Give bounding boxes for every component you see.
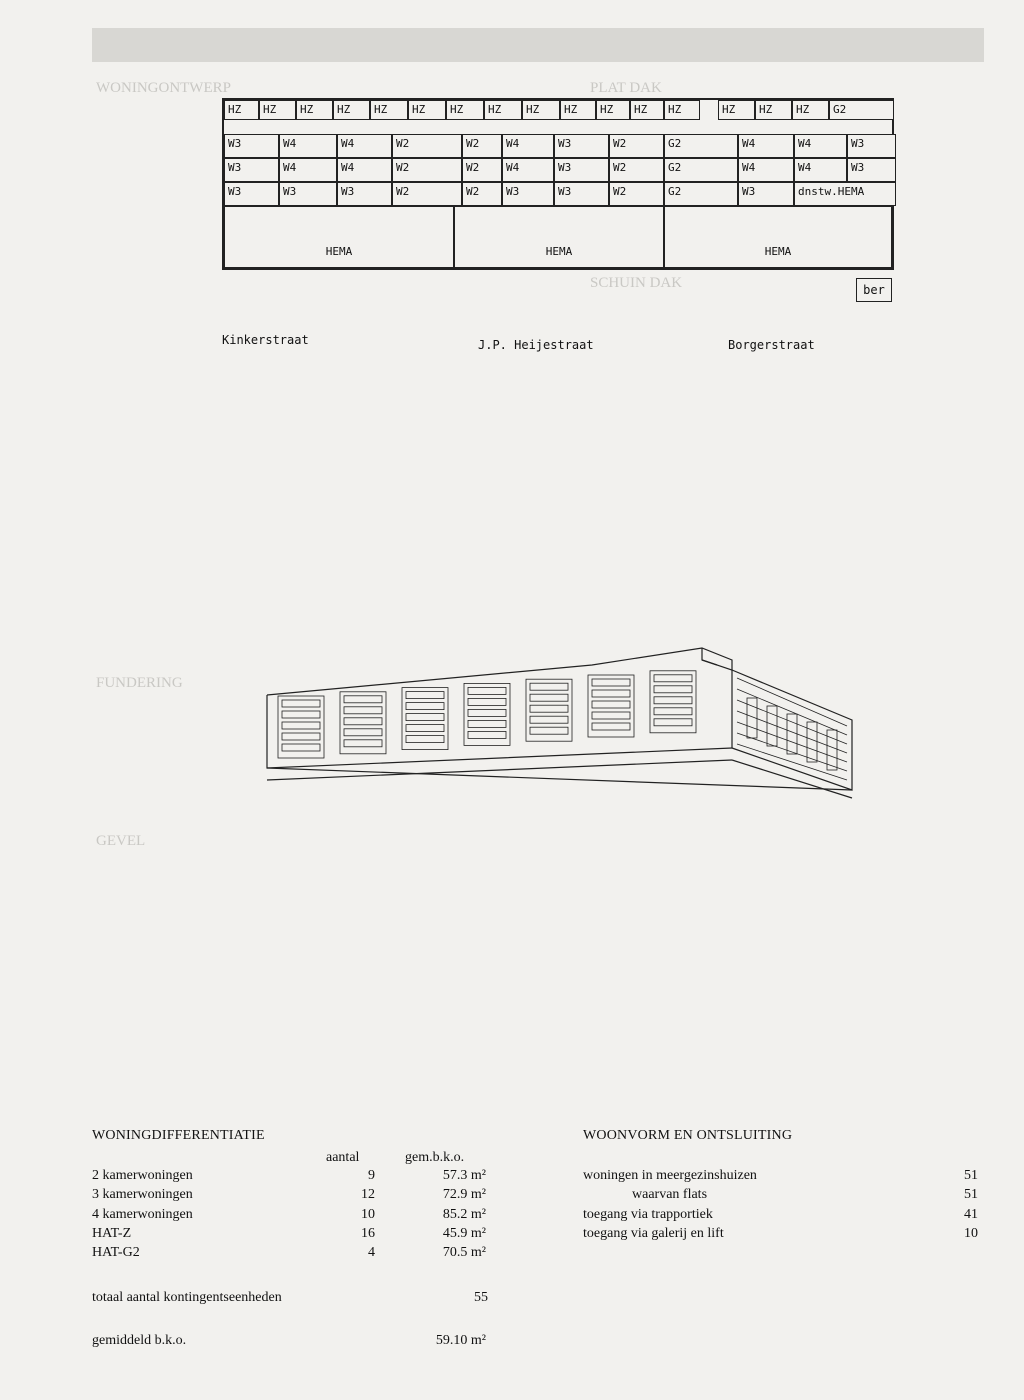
- balcony: [406, 725, 444, 732]
- woonvorm-row-label: toegang via trapportiek: [583, 1207, 713, 1222]
- unit-cell: HZ: [630, 100, 664, 120]
- unit-cell: W4: [337, 134, 392, 158]
- totaal-label: totaal aantal kontingentseenheden: [92, 1290, 282, 1305]
- unit-cell: W3: [279, 182, 337, 206]
- side-floor-line: [737, 733, 847, 771]
- row-label: HAT-Z: [92, 1226, 132, 1241]
- unit-cell: W3: [847, 158, 896, 182]
- unit-cell: G2: [829, 100, 894, 120]
- balcony: [530, 694, 568, 701]
- balcony: [654, 697, 692, 704]
- balcony: [530, 683, 568, 690]
- hema-shop: HEMA: [454, 206, 664, 268]
- side-floor-line: [737, 744, 847, 780]
- unit-cell: W3: [224, 134, 279, 158]
- woningdifferentiatie-title: WONINGDIFFERENTIATIE: [92, 1128, 265, 1143]
- unit-cell: W4: [279, 158, 337, 182]
- row-label: 2 kamerwoningen: [92, 1168, 193, 1183]
- balcony: [406, 736, 444, 743]
- unit-cell: W4: [738, 134, 794, 158]
- balcony: [344, 729, 382, 736]
- balcony: [406, 714, 444, 721]
- unit-cell: HZ: [755, 100, 792, 120]
- unit-cell: HZ: [296, 100, 333, 120]
- row-aantal: 12: [361, 1187, 375, 1202]
- balcony: [592, 712, 630, 719]
- unit-cell: dnstw.HEMA: [794, 182, 896, 206]
- side-window: [807, 722, 817, 762]
- unit-cell: W2: [609, 182, 664, 206]
- unit-cell: HZ: [560, 100, 596, 120]
- balcony: [592, 679, 630, 686]
- side-floor-line: [737, 711, 847, 753]
- row-label: 3 kamerwoningen: [92, 1187, 193, 1202]
- woonvorm-row-label: waarvan flats: [632, 1187, 708, 1202]
- side-floor-line: [737, 700, 847, 744]
- floorplan: [222, 98, 894, 270]
- balcony: [468, 720, 506, 727]
- gemiddeld-value: 59.10 m²: [435, 1333, 486, 1348]
- unit-cell: HZ: [596, 100, 630, 120]
- unit-cell: W3: [224, 182, 279, 206]
- unit-cell: W4: [502, 134, 554, 158]
- unit-cell: W2: [609, 158, 664, 182]
- gemiddeld-label: gemiddeld b.k.o.: [92, 1333, 187, 1348]
- unit-cell: HZ: [664, 100, 700, 120]
- balcony: [592, 701, 630, 708]
- balcony: [592, 690, 630, 697]
- row-aantal: 10: [361, 1207, 375, 1222]
- unit-cell: HZ: [522, 100, 560, 120]
- balcony: [344, 740, 382, 747]
- unit-cell: W3: [554, 158, 609, 182]
- balcony: [468, 687, 506, 694]
- bay-frame: [588, 675, 634, 737]
- balcony: [592, 723, 630, 730]
- side-window: [827, 730, 837, 770]
- side-floor-line: [737, 678, 847, 726]
- unit-cell: W3: [337, 182, 392, 206]
- col-aantal-header: aantal: [326, 1150, 360, 1165]
- balcony: [344, 718, 382, 725]
- row-label: 4 kamerwoningen: [92, 1207, 193, 1222]
- unit-cell: W4: [794, 158, 847, 182]
- unit-cell: W4: [279, 134, 337, 158]
- unit-cell: HZ: [259, 100, 296, 120]
- unit-cell: HZ: [484, 100, 522, 120]
- balcony: [406, 692, 444, 699]
- unit-cell: HZ: [792, 100, 829, 120]
- bay-frame: [464, 683, 510, 745]
- row-aantal: 16: [361, 1226, 375, 1241]
- unit-cell: W3: [847, 134, 896, 158]
- unit-cell: W2: [392, 158, 462, 182]
- header-band: [92, 28, 984, 62]
- balcony: [468, 731, 506, 738]
- woonvorm-row-value: 51: [964, 1187, 978, 1202]
- row-bko: 70.5 m²: [442, 1245, 486, 1260]
- woonvorm-row-label: toegang via galerij en lift: [583, 1226, 724, 1241]
- unit-cell: HZ: [718, 100, 755, 120]
- unit-cell: W3: [554, 134, 609, 158]
- row-label: HAT-G2: [92, 1245, 140, 1260]
- unit-cell: W3: [224, 158, 279, 182]
- unit-cell: W2: [392, 134, 462, 158]
- balcony: [282, 711, 320, 718]
- balcony: [468, 709, 506, 716]
- unit-cell: W4: [337, 158, 392, 182]
- unit-cell: G2: [664, 182, 738, 206]
- row-bko: 85.2 m²: [442, 1207, 486, 1222]
- balcony: [530, 705, 568, 712]
- bay-frame: [402, 688, 448, 750]
- row-bko: 45.9 m²: [442, 1226, 486, 1241]
- balcony: [344, 707, 382, 714]
- unit-cell: W3: [738, 182, 794, 206]
- unit-cell: W2: [609, 134, 664, 158]
- balcony: [282, 722, 320, 729]
- unit-cell: W4: [738, 158, 794, 182]
- row-bko: 72.9 m²: [442, 1187, 486, 1202]
- col-bko-header: gem.b.k.o.: [405, 1150, 465, 1165]
- unit-cell: G2: [664, 134, 738, 158]
- berging-box: ber: [856, 278, 892, 302]
- bay-frame: [650, 671, 696, 733]
- woonvorm-row-value: 41: [964, 1207, 978, 1222]
- woonvorm-row-value: 10: [964, 1226, 978, 1241]
- building-sketch: [262, 640, 882, 810]
- street-jp-heijestraat: J.P. Heijestraat: [478, 338, 594, 352]
- unit-cell: W4: [794, 134, 847, 158]
- unit-cell: W4: [502, 158, 554, 182]
- street-borgerstraat: Borgerstraat: [728, 338, 815, 352]
- bay-frame: [278, 696, 324, 758]
- unit-cell: W2: [462, 158, 502, 182]
- balcony: [654, 675, 692, 682]
- row-bko: 57.3 m²: [442, 1168, 486, 1183]
- unit-cell: HZ: [333, 100, 370, 120]
- side-window: [787, 714, 797, 754]
- unit-cell: W2: [462, 134, 502, 158]
- woonvorm-row-value: 51: [964, 1168, 978, 1183]
- unit-cell: HZ: [408, 100, 446, 120]
- row-aantal: 9: [368, 1168, 375, 1183]
- balcony: [654, 686, 692, 693]
- unit-cell: HZ: [370, 100, 408, 120]
- bay-frame: [340, 692, 386, 754]
- balcony: [344, 696, 382, 703]
- hema-shop: HEMA: [664, 206, 892, 268]
- unit-cell: G2: [664, 158, 738, 182]
- balcony: [282, 700, 320, 707]
- balcony: [406, 703, 444, 710]
- balcony: [530, 727, 568, 734]
- unit-cell: W2: [462, 182, 502, 206]
- woonvorm-row-label: woningen in meergezinshuizen: [583, 1168, 757, 1183]
- row-aantal: 4: [368, 1245, 375, 1260]
- bay-frame: [526, 679, 572, 741]
- scanned-page: WONINGONTWERP PLAT DAK FUNDERING GEVEL SCHUIN DAK HZ HZ HZ HZ HZ HZ HZ HZ HZ HZ HZ HZ HZ HZ HZ HZ G2 W3 W4 W4 W2 W2 W4 W3 W2 G2 W4 W4 W3 W3 W4 W4 W2 W2 W4 W3 W2 G2 W4 W4 W3 W3 W3 W3 W2 W2 W3 W3 W2 G2 W3 dnstw.HEMA HEMA HEMA HEMA ber Kinkerstraat J.P. Heijestraat Borgerstraat WONINGDIFFERENTIATIE aantal gem.b.k.o. 2 kamerwoningen 9 57.3 m² 3 kamerwoningen 12 72.9 m² 4 kamerwoningen 10 85.2 m² HAT-Z 16 45.9 m² HAT-G2 4 70.5 m² totaal aantal kontingentseenheden 55 gemiddeld b.k.o. 59.10 m² WOONVORM EN ONTSLUITING woningen in meergezinshuizen 51 waarvan flats 51 toegang via trapportiek 41 toegang via galerij en lift 10: [0, 0, 1024, 1400]
- balcony: [282, 744, 320, 751]
- unit-cell: W3: [554, 182, 609, 206]
- unit-cell: W3: [502, 182, 554, 206]
- unit-cell: HZ: [224, 100, 259, 120]
- unit-cell: W2: [392, 182, 462, 206]
- unit-cell: HZ: [446, 100, 484, 120]
- balcony: [468, 698, 506, 705]
- balcony: [654, 708, 692, 715]
- balcony: [282, 733, 320, 740]
- hema-shop: HEMA: [224, 206, 454, 268]
- woonvorm-title: WOONVORM EN ONTSLUITING: [583, 1128, 793, 1143]
- totaal-value: 55: [474, 1290, 488, 1305]
- balcony: [654, 719, 692, 726]
- street-kinkerstraat: Kinkerstraat: [222, 333, 309, 347]
- balcony: [530, 716, 568, 723]
